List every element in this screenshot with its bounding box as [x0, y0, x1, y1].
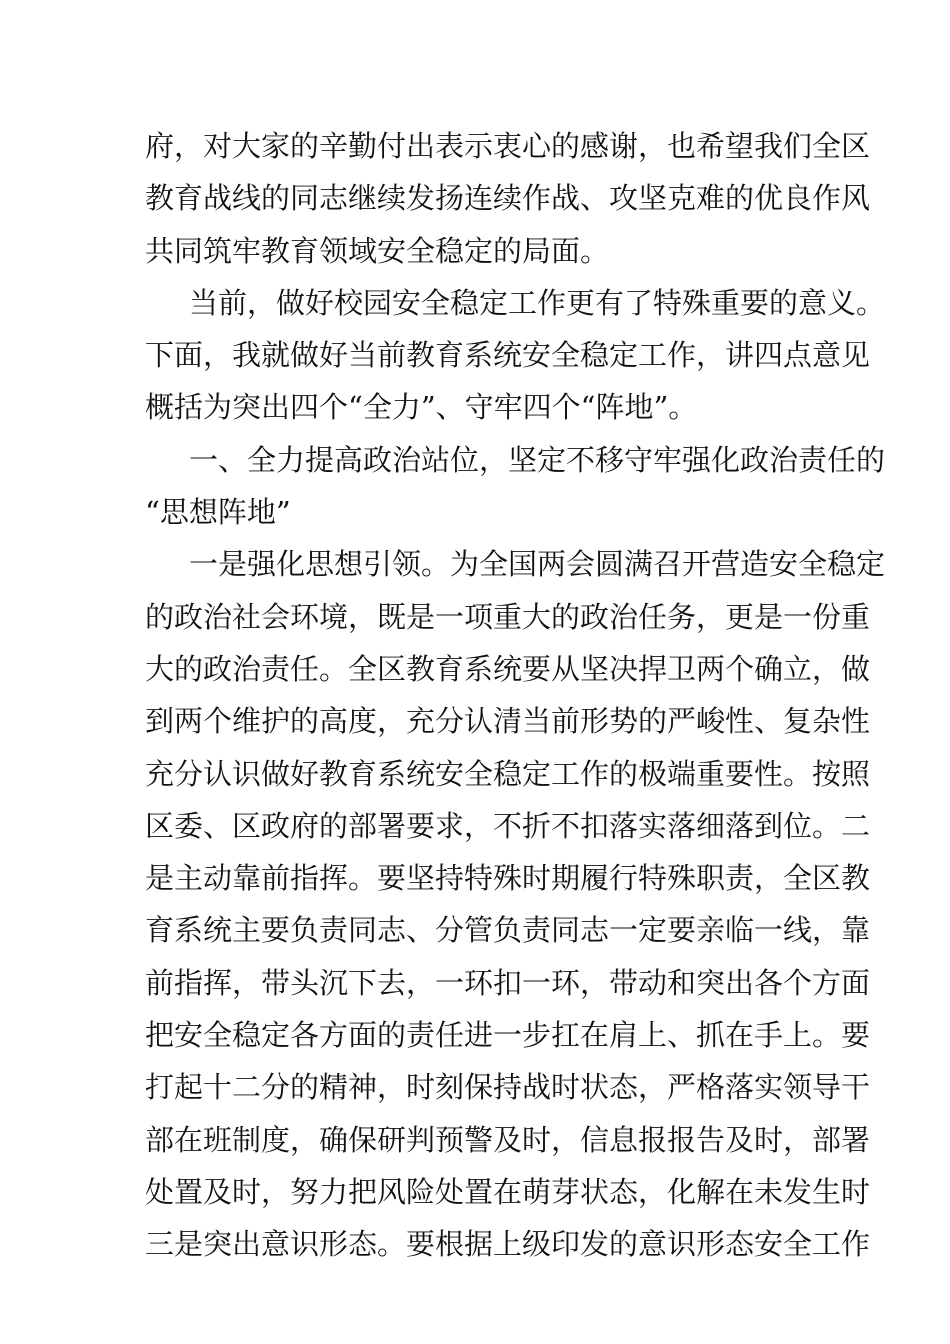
text-line: 育系统主要负责同志、分管负责同志一定要亲临一线，靠 — [145, 913, 871, 948]
text-line: 概括为突出四个“全力”、守牢四个“阵地”。 — [145, 390, 698, 425]
text-line: 一、全力提高政治站位，坚定不移守牢强化政治责任的 — [189, 442, 886, 477]
text-line: 一是强化思想引领。为全国两会圆满召开营造安全稳定 — [189, 547, 886, 582]
text-line: 当前，做好校园安全稳定工作更有了特殊重要的意义。 — [189, 285, 886, 320]
text-line: 大的政治责任。全区教育系统要从坚决捍卫两个确立，做 — [145, 651, 871, 686]
text-line: 部在班制度，确保研判预警及时，信息报报告及时，部署 — [145, 1122, 871, 1157]
text-line: 充分认识做好教育系统安全稳定工作的极端重要性。按照 — [145, 756, 871, 791]
text-line: 把安全稳定各方面的责任进一步扛在肩上、抓在手上。要 — [145, 1018, 871, 1053]
text-line: 前指挥，带头沉下去，一环扣一环，带动和突出各个方面 — [145, 965, 871, 1000]
document-body — [145, 120, 886, 1271]
text-line: 区委、区政府的部署要求，不折不扣落实落细落到位。二 — [145, 808, 871, 843]
text-line: “思想阵地” — [145, 495, 291, 530]
text-line: 到两个维护的高度，充分认清当前形势的严峻性、复杂性 — [145, 704, 871, 739]
text-line: 处置及时，努力把风险处置在萌芽状态，化解在未发生时 — [145, 1174, 871, 1209]
text-line: 下面，我就做好当前教育系统安全稳定工作，讲四点意见 — [145, 338, 871, 373]
text-line: 打起十二分的精神，时刻保持战时状态，严格落实领导干 — [145, 1070, 871, 1105]
text-line: 的政治社会环境，既是一项重大的政治任务，更是一份重 — [145, 599, 871, 634]
text-line: 府，对大家的辛勤付出表示衷心的感谢，也希望我们全区 — [145, 129, 871, 163]
text-line: 共同筑牢教育领域安全稳定的局面。 — [145, 233, 610, 268]
text-line: 教育战线的同志继续发扬连续作战、攻坚克难的优良作风 — [145, 181, 871, 216]
text-line: 是主动靠前指挥。要坚持特殊时期履行特殊职责，全区教 — [145, 861, 871, 896]
text-line: 三是突出意识形态。要根据上级印发的意识形态安全工作 — [145, 1227, 871, 1262]
